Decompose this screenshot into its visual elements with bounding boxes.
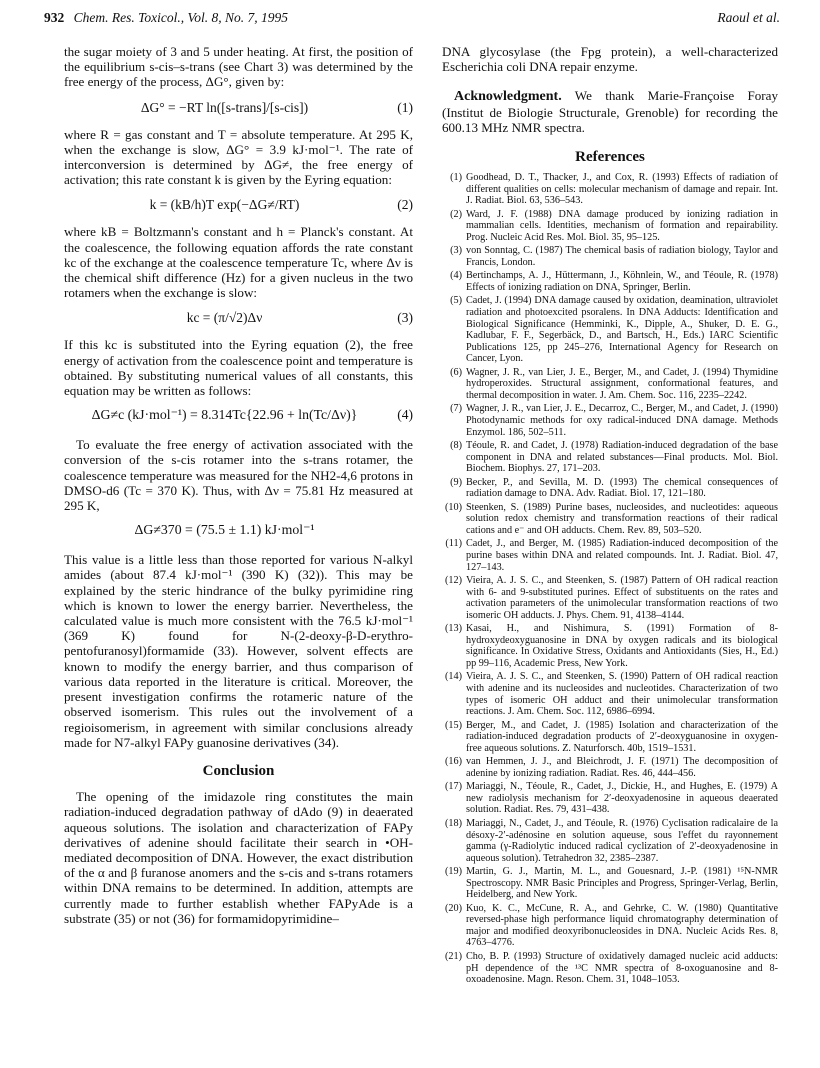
left-column bbox=[64, 44, 413, 926]
reference-text: Kuo, K. C., McCune, R. A., and Gehrke, C. W. (1980) Quantitative reversed-phase high performance liquid chromatography determination of major and modified deoxyribonucleosides in DNA. Nucleic Acids Res. 8, 4763–4776. bbox=[466, 902, 778, 949]
reference-item bbox=[442, 477, 778, 500]
reference-text: Cadet, J., and Berger, M. (1985) Radiation-induced decomposition of the purine bases within DNA and related compounds. Int. J. Radiat. Biol. 47, 127–143. bbox=[466, 538, 778, 573]
reference-text: Mariaggi, N., Téoule, R., Cadet, J., Dickie, H., and Hughes, E. (1979) A new radiolysis mechanism for 2′-deoxyadenosine in aqueous deaerated solution. Radiat. Res. 79, 431–438. bbox=[466, 781, 778, 816]
equation-number: (1) bbox=[397, 99, 413, 115]
equation-expression: k = (kB/h)T exp(−ΔG≠/RT) bbox=[149, 197, 300, 213]
reference-text: Téoule, R. and Cadet, J. (1978) Radiation-induced degradation of the base component in DNA and related substances—Final products. Mol. Biol. Biochem. Biophys. 27, 171–203. bbox=[466, 440, 778, 475]
paragraph: where R = gas constant and T = absolute temperature. At 295 K, when the exchange is slow, ΔG° = 3.9 kJ·mol⁻¹. The rate of interconversion is determined by ΔG≠, the free energy of activation; this rate constant k is given by the Eyring equation: bbox=[64, 126, 413, 188]
reference-item bbox=[442, 818, 778, 864]
reference-number: (5) bbox=[450, 295, 462, 307]
equation-5 bbox=[64, 522, 413, 541]
reference-item bbox=[442, 209, 778, 244]
reference-item bbox=[442, 720, 778, 755]
reference-number: (11) bbox=[445, 538, 462, 550]
running-header bbox=[44, 10, 780, 30]
reference-text: Wagner, J. R., van Lier, J. E., Berger, M., and Cadet, J. (1994) Thymidine hydroperoxides. Structural assignment, conformational features, and thermal decomposition in water. J. Am. Chem. Soc. 116, 2235–2242. bbox=[466, 366, 778, 401]
equation-expression: ΔG≠c (kJ·mol⁻¹) = 8.314Tc{22.96 + ln(Tc/Δν)} bbox=[91, 407, 358, 423]
reference-text: Vieira, A. J. S. C., and Steenken, S. (1990) Pattern of OH radical reaction with adenine and its nucleosides and nucleotides. Characterization of two types of isomeric OH adduct and their unimolecular transformation reactions. J. Am. Chem. Soc. 112, 6986–6994. bbox=[466, 671, 778, 718]
journal-citation: Chem. Res. Toxicol., Vol. 8, No. 7, 1995 bbox=[73, 10, 288, 25]
reference-item bbox=[442, 575, 778, 621]
reference-number: (17) bbox=[445, 781, 462, 793]
reference-number: (21) bbox=[445, 951, 462, 963]
reference-item bbox=[442, 367, 778, 402]
reference-text: von Sonntag, C. (1987) The chemical basis of radiation biology, Taylor and Francis, London. bbox=[466, 245, 778, 268]
reference-text: Wagner, J. R., van Lier, J. E., Decarroz, C., Berger, M., and Cadet, J. (1990) Photodynamic methods for oxy radical-induced DNA damage. Methods Enzymol. 186, 502–511. bbox=[466, 403, 778, 438]
reference-item bbox=[442, 903, 778, 949]
reference-item bbox=[442, 951, 778, 986]
reference-text: Berger, M., and Cadet, J. (1985) Isolation and characterization of the radiation-induced degradation products of 2′-deoxyguanosine in oxygen-free aqueous solutions. Z. Naturforsch. 40b, 1519–1531. bbox=[466, 719, 778, 754]
reference-item bbox=[442, 866, 778, 901]
page-number: 932 bbox=[44, 10, 65, 25]
acknowledgment-title: Acknowledgment. bbox=[454, 89, 562, 105]
paragraph: If this kc is substituted into the Eyring equation (2), the free energy of activation from the coalescence point and temperature is obtained. By substituting numerical values of all constants, this equation may be written as follows: bbox=[64, 337, 413, 399]
reference-item bbox=[442, 403, 778, 438]
reference-number: (1) bbox=[450, 172, 462, 184]
reference-text: Goodhead, D. T., Thacker, J., and Cox, R. (1993) Effects of radiation of different qualities on cells: molecular mechanism of damage and repair. Int. J. Radiat. Biol. 63, 536–543. bbox=[466, 172, 778, 207]
reference-text: Cadet, J. (1994) DNA damage caused by oxidation, deamination, ultraviolet radiation and photoexcited psoralens. In DNA Adducts: Identification and Biological Significance (Hemminki, K., Dipple, A., Shuker, D. E. G., Kadlubar, F. F., Segerbäck, D., and Bartsch, H., Eds.) IARC Scientific Publications 125, pp 245–276, International Agency for Research on Cancer, Lyon. bbox=[466, 295, 778, 365]
equation-expression: ΔG° = −RT ln([s-trans]/[s-cis]) bbox=[140, 99, 309, 115]
conclusion-heading: Conclusion bbox=[202, 762, 275, 779]
paragraph: the sugar moiety of 3 and 5 under heating. At first, the position of the equilibrium s-cis–s-trans (see Chart 3) was determined by the free energy of the process, ΔG°, given by: bbox=[64, 44, 413, 90]
reference-text: van Hemmen, J. J., and Bleichrodt, J. F. (1971) The decomposition of adenine by ionizing radiation. Radiat. Res. 46, 444–456. bbox=[466, 756, 778, 779]
equation-expression: ΔG≠370 = (75.5 ± 1.1) kJ·mol⁻¹ bbox=[134, 522, 315, 538]
right-column bbox=[442, 44, 778, 988]
reference-number: (6) bbox=[450, 366, 462, 378]
reference-number: (12) bbox=[445, 575, 462, 587]
reference-text: Vieira, A. J. S. C., and Steenken, S. (1987) Pattern of OH radical reaction with 6- and 9-substituted purines. Effect of substituents on the rates and activation parameters of the unimolecular transformation reactions of two isomeric OH adducts. J. Phys. Chem. 91, 4138–4144. bbox=[466, 575, 778, 621]
equation-number: (3) bbox=[397, 310, 413, 326]
paragraph: DNA glycosylase (the Fpg protein), a well-characterized Escherichia coli DNA repair enzyme. bbox=[442, 44, 778, 75]
reference-item bbox=[442, 502, 778, 537]
reference-number: (8) bbox=[450, 440, 462, 452]
equation-1 bbox=[64, 100, 413, 117]
reference-number: (20) bbox=[445, 902, 462, 914]
reference-number: (7) bbox=[450, 403, 462, 415]
reference-item bbox=[442, 671, 778, 717]
reference-text: Mariaggi, N., Cadet, J., and Téoule, R. (1976) Cyclisation radicalaire de la désoxy-2′-adénosine en solution aqueuse, sous l'effet du rayonnement gamma (γ-Radiolytic induced radical cyclization of 2′-deoxyadenosine in aqueous solution). Tetrahedron 32, 2385–2387. bbox=[466, 818, 778, 864]
reference-text: Ward, J. F. (1988) DNA damage produced by ionizing radiation in mammalian cells. Identities, mechanism of formation and repairability. Prog. Nucleic Acid Res. Mol. Biol. 35, 95–125. bbox=[466, 208, 778, 243]
reference-item bbox=[442, 245, 778, 268]
equation-2 bbox=[64, 197, 413, 214]
reference-text: Kasai, H., and Nishimura, S. (1991) Formation of 8-hydroxydeoxyguanosine in DNA by oxygen radicals and its biological significance. In Oxidative Stress, Oxidants and Antioxidants (Sies, H., Ed.) pp 99–116, Academic Press, New York. bbox=[466, 623, 778, 669]
reference-text: Becker, P., and Sevilla, M. D. (1993) The chemical consequences of radiation damage to DNA. Adv. Radiat. Biol. 17, 121–180. bbox=[466, 476, 778, 500]
acknowledgment bbox=[442, 88, 778, 135]
reference-item bbox=[442, 172, 778, 207]
paragraph: The opening of the imidazole ring constitutes the main radiation-induced degradation pathway of dAdo (9) in deaerated aqueous solutions. The isolation and characterization of FAPy derivatives of adenine should facilitate their search in •OH-mediated decomposition of DNA. However, the exact distribution of the α and β furanose anomers and the s-cis and s-trans rotamers within DNA remains to be determined. In addition, attempts are currently made to further establish whether FAPyAde is a substrate (35) or not (36) for formamidopyrimidine– bbox=[64, 789, 413, 926]
reference-text: Cho, B. P. (1993) Structure of oxidatively damaged nucleic acid adducts: pH dependence of the ¹³C NMR spectra of 8-oxoguanosine and 8-oxoadenosine. Magn. Reson. Chem. 31, 1048–1053. bbox=[466, 951, 778, 986]
equation-number: (4) bbox=[397, 407, 413, 423]
reference-item bbox=[442, 781, 778, 816]
paragraph: This value is a little less than those reported for various N-alkyl amides (about 87.4 kJ·mol⁻¹ (390 K) (32)). This may be explained by the steric hindrance of the bulky pyrimidine ring which is known to lower the energy barrier. Nevertheless, the calculated value is much more consistent with the 76.5 kJ·mol⁻¹ (369 K) found for N-(2-deoxy-β-D-erythro-pentofuranosyl)formamide (33). However, solvent effects are known to modify the energy barrier, and thus comparison of various data reported in the literature is critical. Moreover, the present investigation confirms the rotameric nature of the observed isomerism. This rules out the involvement of a regioisomerism, in agreement with similar conclusions already made for N7-alkyl FAPy guanosine derivatives (34). bbox=[64, 552, 413, 750]
references-heading: References bbox=[575, 149, 645, 166]
reference-number: (3) bbox=[450, 245, 462, 257]
equation-expression: kc = (π/√2)Δν bbox=[186, 310, 263, 326]
reference-item bbox=[442, 538, 778, 573]
acknowledgment-text: We thank Marie-Françoise Foray (Institut de Biologie Structurale, Grenoble) for recording the 600.13 MHz NMR spectra. bbox=[442, 88, 778, 135]
equation-number: (2) bbox=[397, 197, 413, 213]
reference-item bbox=[442, 440, 778, 475]
running-authors: Raoul et al. bbox=[717, 10, 780, 25]
reference-number: (16) bbox=[445, 756, 462, 768]
reference-number: (19) bbox=[445, 866, 462, 878]
reference-number: (2) bbox=[450, 208, 462, 220]
reference-item bbox=[442, 756, 778, 779]
reference-item bbox=[442, 623, 778, 669]
reference-number: (10) bbox=[445, 501, 462, 513]
reference-number: (9) bbox=[450, 476, 462, 488]
reference-number: (18) bbox=[445, 818, 462, 829]
reference-number: (4) bbox=[450, 270, 462, 282]
reference-item bbox=[442, 270, 778, 293]
reference-item bbox=[442, 295, 778, 364]
equation-3 bbox=[64, 310, 413, 327]
reference-number: (14) bbox=[445, 671, 462, 683]
reference-number: (13) bbox=[445, 623, 462, 635]
reference-number: (15) bbox=[445, 719, 462, 731]
paragraph: To evaluate the free energy of activation associated with the conversion of the s-cis rotamer into the s-trans rotamer, the coalescence temperature was measured for the NH2-4,6 protons in DMSO-d6 (Tc = 370 K). Thus, with Δν = 75.81 Hz measured at 295 K, bbox=[64, 437, 413, 514]
reference-text: Martin, G. J., Martin, M. L., and Gouesnard, J.-P. (1981) ¹⁵N-NMR Spectroscopy. NMR Basic Principles and Progress, Springer-Verlag, Berlin, Heidelberg, and New York. bbox=[466, 866, 778, 901]
reference-text: Steenken, S. (1989) Purine bases, nucleosides, and nucleotides: aqueous solution redox chemistry and transformation reactions of their radical cations and e⁻ and OH adducts. Chem. Rev. 89, 503–520. bbox=[466, 501, 778, 536]
paragraph: where kB = Boltzmann's constant and h = Planck's constant. At the coalescence, the following equation affords the rate constant kc of the exchange at the coalescence temperature Tc, where Δν is the chemical shift difference (Hz) for a given nucleus in the two rotamers when the exchange is slow: bbox=[64, 224, 413, 301]
reference-list bbox=[442, 172, 778, 986]
equation-4 bbox=[64, 407, 413, 426]
reference-text: Bertinchamps, A. J., Hüttermann, J., Köhnlein, W., and Téoule, R. (1978) Effects of ionizing radiation on DNA, Springer, Berlin. bbox=[466, 270, 778, 293]
